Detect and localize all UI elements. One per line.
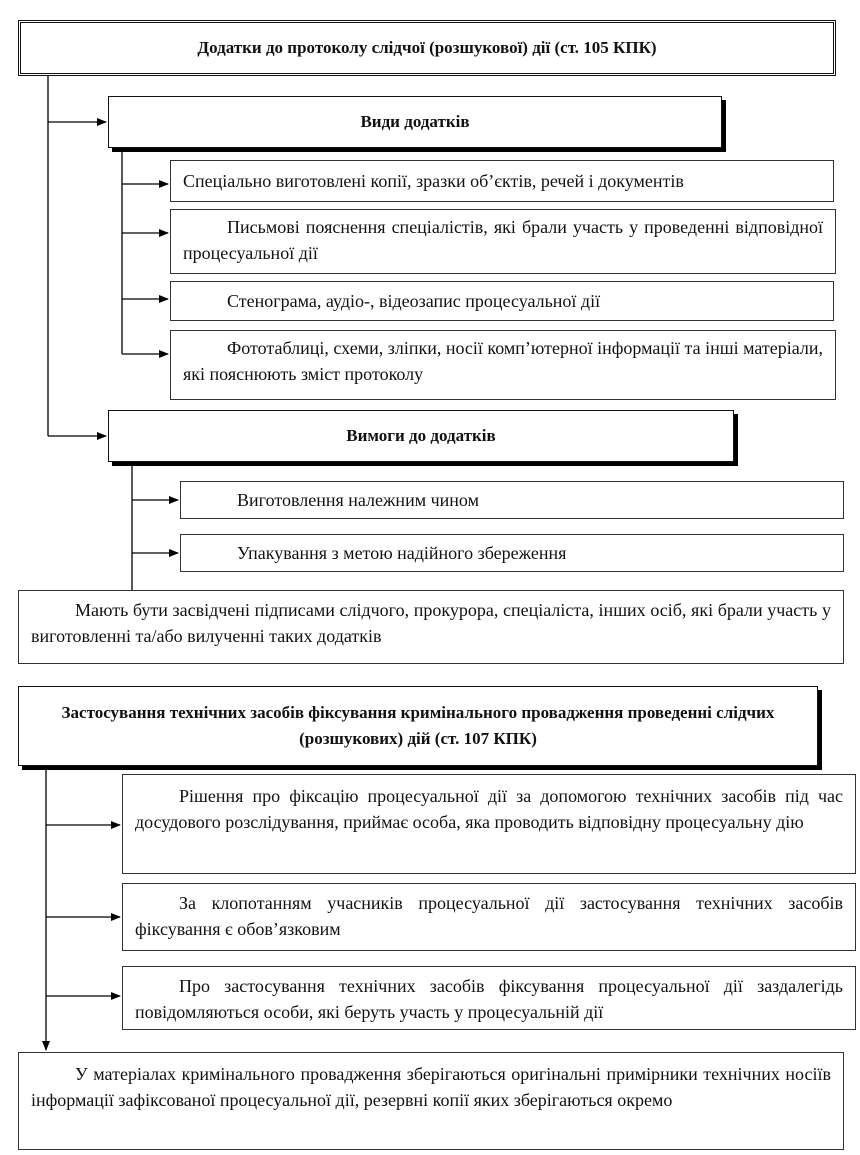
req-item-1-text: Виготовлення належним чином (237, 490, 479, 510)
req-item-2-text: Упакування з метою надійного збереження (237, 543, 567, 563)
type-item-3 (170, 281, 834, 321)
s2-item-2: За клопотанням учасників процесуальної дії застосування технічних засобів фіксування є обов’язковим (122, 883, 856, 951)
types-title: Види додатків (108, 96, 722, 148)
section1-title: Додатки до протоколу слідчої (розшукової) дії (ст. 105 КПК) (18, 20, 836, 76)
type-item-1-text: Спеціально виготовлені копії, зразки об’єктів, речей і документів (183, 171, 684, 191)
req-item-1 (180, 481, 844, 519)
section1-note: Мають бути засвідчені підписами слідчого, прокурора, спеціаліста, інших осіб, які брали участь у виготовленні та/або вилученні таких додатків (18, 590, 844, 664)
section2-note: У матеріалах кримінального провадження зберігаються оригінальні примірники технічних носіїв інформації зафіксованої процесуальної дії, резервні копії яких зберігаються окремо (18, 1052, 844, 1150)
s2-item-3: Про застосування технічних засобів фіксування процесуальної дії заздалегідь повідомляються особи, які беруть участь у процесуальній дії (122, 966, 856, 1030)
requirements-title: Вимоги до додатків (108, 410, 734, 462)
type-item-3-text: Стенограма, аудіо-, відеозапис процесуальної дії (227, 291, 601, 311)
type-item-2: Письмові пояснення спеціалістів, які брали участь у проведенні відповідної процесуальної дії (170, 209, 836, 274)
type-item-1 (170, 160, 834, 202)
section2-title: Застосування технічних засобів фіксування кримінального провадження проведенні слідчих (розшукових) дій (ст. 107 КПК) (18, 686, 818, 766)
type-item-4: Фототаблиці, схеми, зліпки, носії комп’ютерної інформації та інші матеріали, які пояснюють зміст протоколу (170, 330, 836, 400)
req-item-2 (180, 534, 844, 572)
s2-item-1: Рішення про фіксацію процесуальної дії за допомогою технічних засобів під час досудового розслідування, приймає особа, яка проводить відповідну процесуальну дію (122, 774, 856, 874)
